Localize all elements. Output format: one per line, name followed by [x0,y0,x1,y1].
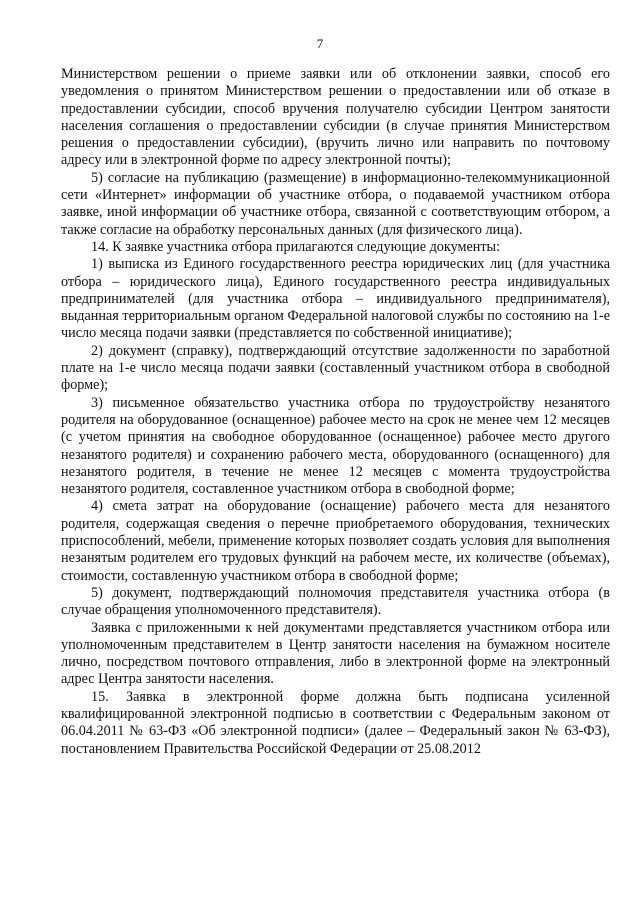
paragraph-3: 14. К заявке участника отбора прилагаются следующие документы: [91,238,501,255]
paragraph-5: 2) документ (справку), подтверждающий отсутствие задолженности по заработной плате на 1-е число месяца подачи заявки (составленный участником отбора в свободной форме); [61,342,610,394]
paragraph-6: 3) письменное обязательство участника отбора по трудоустройству незанятого родителя на оборудованное (оснащенное) рабочее место на срок не менее чем 12 месяцев (с учетом принятия на свободное оборудованное (оснащенное) рабочее место другого незанятого родителя) и сохранению рабочего места, оборудованного (оснащенного) для незанятого родителя, в течение не менее 12 месяцев с момента трудоустройства незанятого родителя, составленное участником отбора в свободной форме; [61,394,610,498]
paragraph-9: Заявка с приложенными к ней документами представляется участником отбора или уполномоченным представителем в Центр занятости населения на бумажном носителе лично, посредством почтового отправления, либо в электронной форме на электронный адрес Центра занятости населения. [61,619,610,688]
paragraph-10: 15. Заявка в электронной форме должна быть подписана усиленной квалифицированной электронной подписью в соответствии с Федеральным законом от 06.04.2011 № 63-ФЗ «Об электронной подписи» (далее – Федеральный закон № 63-ФЗ), постановлением Правительства Российской Федерации от 25.08.2012 [61,688,610,757]
page-number: 7 [316,36,324,51]
paragraph-2: 5) согласие на публикацию (размещение) в информационно-телекоммуникационной сети «Интернет» информации об участнике отбора, о подаваемой участником отбора заявке, иной информации об участнике отбора, связанной с соответствующим отбором, а также согласие на обработку персональных данных (для физического лица). [61,169,610,238]
paragraph-7: 4) смета затрат на оборудование (оснащение) рабочего места для незанятого родителя, содержащая сведения о перечне приобретаемого оборудования, технических приспособлений, мебели, применение которых позволяет создать условия для выполнения незанятым родителем его трудовых функций на рабочем месте, их количестве (объемах), стоимости, составленную участником отбора в свободной форме; [61,498,610,584]
paragraph-4: 1) выписка из Единого государственного реестра юридических лиц (для участника отбора – юридического лица), Единого государственного реестра индивидуальных предпринимателей (для участника отбора – индивидуального предпринимателя), выданная территориальным органом Федеральной налоговой службы по состоянию на 1-е число месяца подачи заявки (представляется по собственной инициативе); [61,256,610,342]
paragraph-8: 5) документ, подтверждающий полномочия представителя участника отбора (в случае обращения уполномоченного представителя). [61,584,610,619]
paragraph-1: Министерством решении о приеме заявки или об отклонении заявки, способ его уведомления о принятом Министерством решении о предоставлении или об отказе в предоставлении субсидии, способ вручения получателю субсидии Центром занятости населения соглашения о предоставлении субсидии (в случае принятия Министерством решения о предоставлении субсидии), (вручить лично или направить по почтовому адресу или в электронной форме по адресу электронной почты); [61,66,610,169]
document-body [61,66,610,758]
